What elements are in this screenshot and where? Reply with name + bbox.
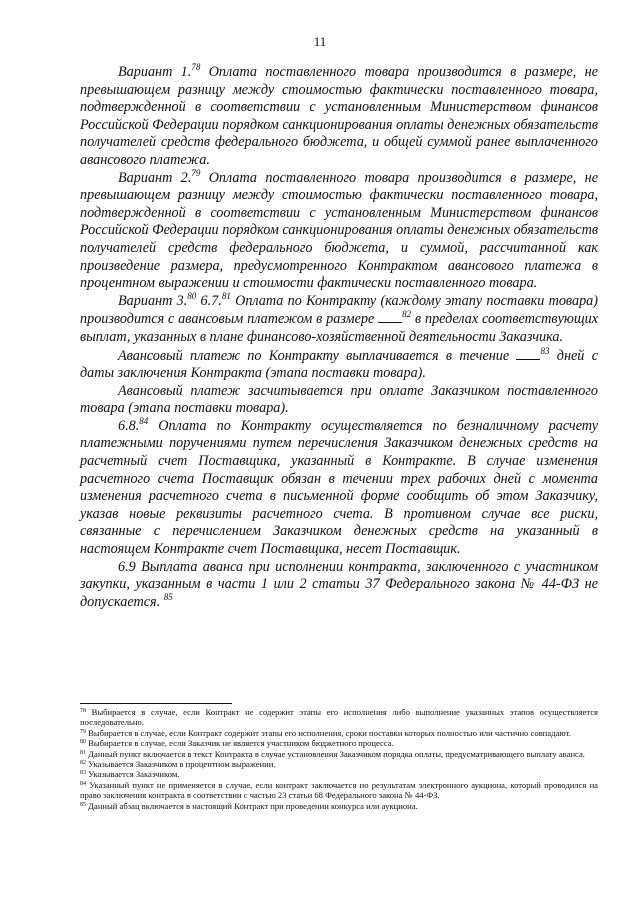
footnote-ref[interactable]: 80 (187, 290, 197, 301)
footnotes (80, 707, 598, 811)
footnote-ref[interactable]: 85 (163, 591, 173, 602)
blank-field (516, 347, 540, 360)
paragraph-variant-1: Вариант 1.78 Оплата поставленного товара производится в размере, не превышающем разницу между стоимостью фактически поставленного товара, подтвержденной в соответствии с установленным Министерством финансов Российской Федерации порядком санкционирования оплаты денежных обязательств получателей средств федерального бюджета, и общей суммой ранее выплаченного авансового платежа. (80, 62, 598, 168)
footnote-item: $^{85}$ Данный абзац включается в настоящий Контракт при проведении конкурса или аукциона. (80, 800, 418, 811)
document-body (80, 64, 598, 611)
footnote-item: $^{82}$ Указывается Заказчиком в процентном выражении. (80, 759, 276, 770)
blank-field (378, 310, 402, 323)
footnote-item: $^{78}$ Выбирается в случае, если Контракт не содержит этапы его исполнения либо выполнение указанных этапов осуществляется последовательно. (80, 707, 598, 728)
footnote-ref[interactable]: 78 (191, 62, 201, 72)
footnote-item: $^{84}$ Указанный пункт не применяется в случае, если контракт заключается по результатам электронного аукциона, который проводился на право заключения контракта в соответствии с частью 23 статьи 68 Федерального закона № 44-ФЗ. (80, 779, 598, 801)
footnote-ref[interactable]: 83 (540, 345, 550, 356)
paragraph-advance-term: Авансовый платеж по Контракту выплачивается в течение $^{83}$ дней с даты заключения Контракта (этапа поставки товара). (80, 345, 598, 382)
page-number: 11 (313, 34, 327, 49)
footnote-ref[interactable]: 81 (221, 290, 231, 301)
paragraph-6-9: 6.9 Выплата аванса при исполнении контракта, заключенного с участником закупки, указанным в части 1 или 2 статьи 37 Федерального закона № 44-ФЗ не допускается. $^{85}$ (80, 558, 598, 610)
paragraph-variant-3: Вариант 3.80 6.7.81 Оплата по Контракту (каждому этапу поставки товара) производится с авансовым платежом в размере $^{82}$ в пределах соответствующих выплат, указанных в плане финансово-хозяйственной деятельности Заказчика. (80, 290, 598, 345)
paragraph-variant-2: Вариант 2.79 Оплата поставленного товара производится в размере, не превышающем разницу между стоимостью фактически поставленного товара, подтвержденной в соответствии с установленным Министерством финансов Российской Федерации порядком санкционирования оплаты денежных обязательств получателей средств федерального бюджета, и суммой, рассчитанной как произведение размера, предусмотренного Контрактом авансового платежа в процентном выражении и стоимости фактически поставленного товара. (80, 167, 598, 292)
paragraph-advance-offset: Авансовый платеж засчитывается при оплате Заказчиком поставленного товара (этапа поставки товара). (80, 382, 598, 417)
footnote-item: $^{79}$ Выбирается в случае, если Контракт содержит этапы его исполнения, сроки поставки которых полностью или частично совпадают. (80, 727, 571, 738)
footnote-item: $^{81}$ Данный пункт включается в текст Контракта в случае установления Заказчиком порядка оплаты, предусматривающего выплату аванса. (80, 748, 585, 759)
footnote-item: $^{83}$ Указывается Заказчиком. (80, 769, 180, 780)
footnote-divider (80, 703, 232, 704)
paragraph-6-8: 6.8.84 Оплата по Контракту осуществляется по безналичному расчету платежными поручениями путем перечисления Заказчиком денежных средств на расчетный счет Поставщика, указанный в Контракте. В случае изменения расчетного счета Поставщик обязан в течении трех рабочих дней с момента изменения расчетного счета в письменной форме сообщить об этом Заказчику, указав новые реквизиты расчетного счета. В противном случае все риски, связанные с перечислением Заказчиком денежных средств на указанный в настоящем Контракте счет Поставщика, несет Поставщик. (80, 415, 598, 558)
footnote-ref[interactable]: 82 (402, 309, 412, 320)
footnote-item: $^{80}$ Выбирается в случае, если Заказчик не является участником бюджетного процесса. (80, 738, 394, 749)
footnote-ref[interactable]: 84 (139, 415, 149, 426)
footnote-ref[interactable]: 79 (191, 167, 201, 178)
